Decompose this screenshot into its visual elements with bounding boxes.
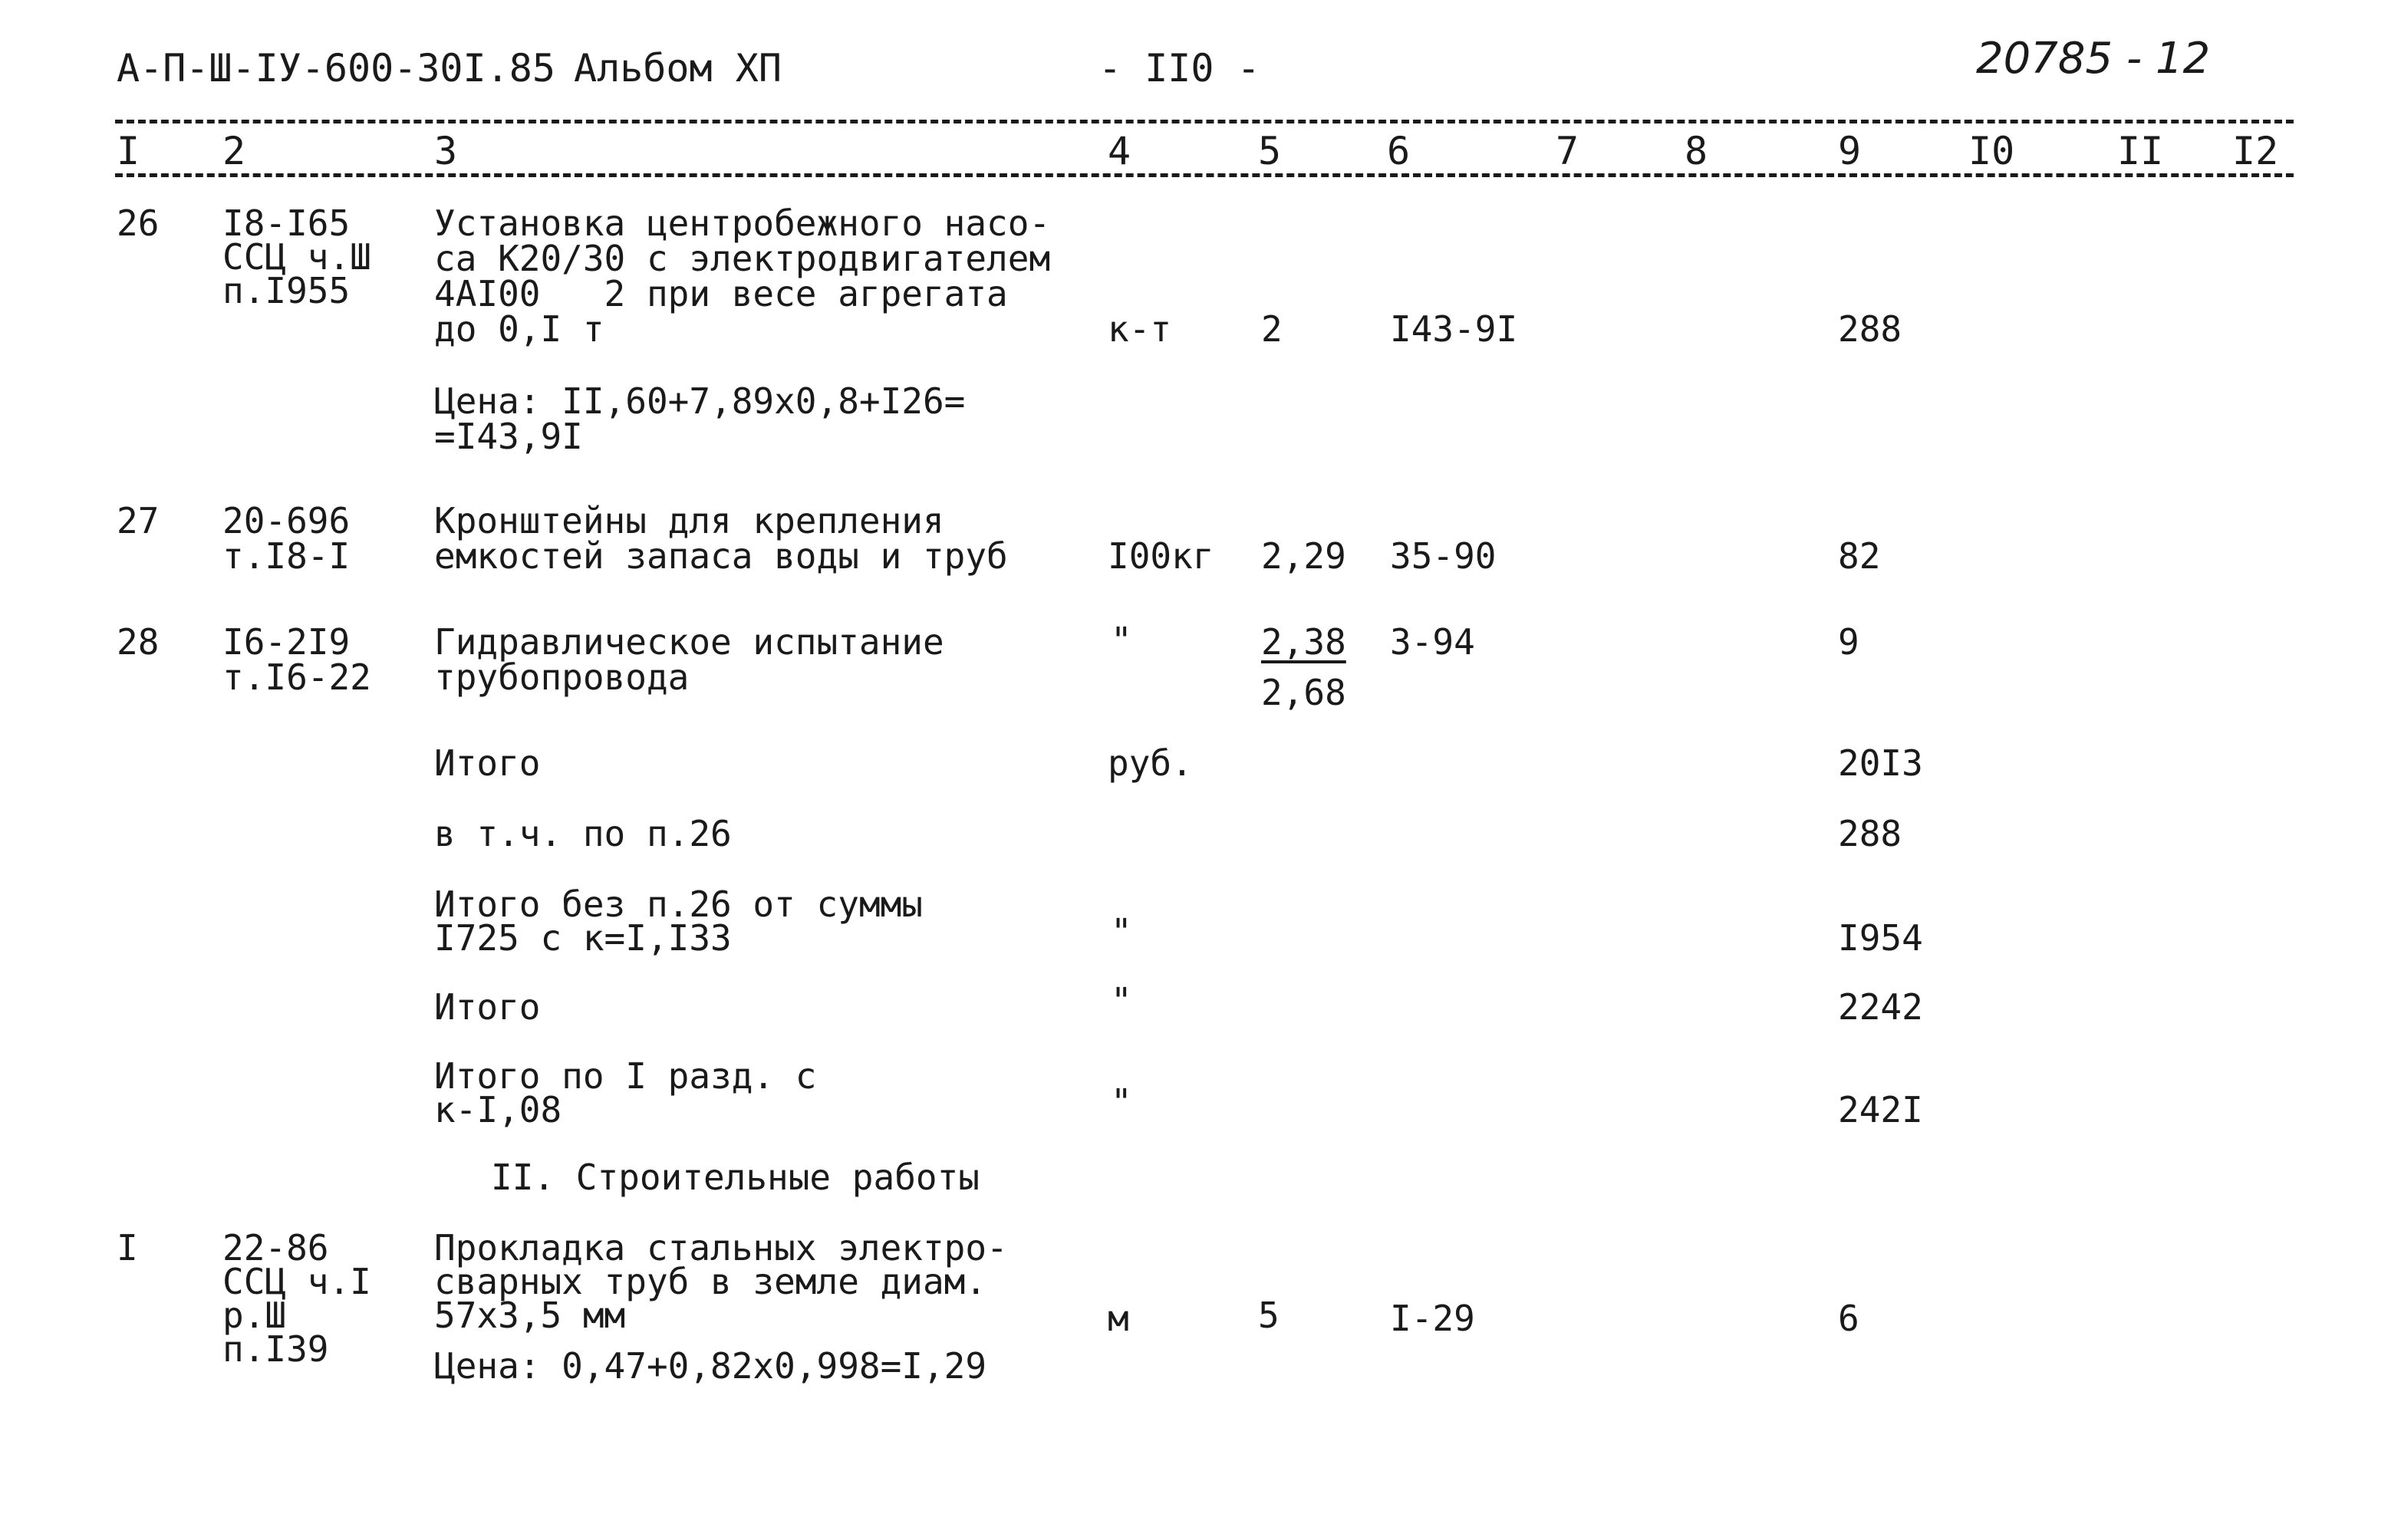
row-1-desc-line-2: сварных труб в земле диам. [434,1261,987,1302]
row-1-code-line-3: р.Ш [222,1295,287,1336]
summary-5-total: 242I [1838,1089,1923,1130]
summary-1-unit: руб. [1108,742,1193,784]
row-1-quantity: 5 [1258,1295,1280,1336]
row-27-unit: I00кг [1108,535,1214,577]
row-26-price-note-line-2: =I43,9I [434,416,583,457]
summary-3-total: I954 [1838,917,1923,959]
doc-code: А-П-Ш-IУ-600-30I.85 [117,46,555,90]
summary-4-label: Итого [434,986,541,1028]
col-num-2: 2 [222,129,246,173]
col-num-3: 3 [434,129,458,173]
row-28-desc-line-1: Гидравлическое испытание [434,621,944,663]
summary-1-label: Итого [434,742,541,784]
row-1-desc-line-1: Прокладка стальных электро- [434,1227,1008,1269]
row-27-code-line-2: т.I8-I [222,535,351,577]
row-27-desc-line-1: Кронштейны для крепления [434,500,944,541]
page-number: - II0 - [1098,46,1260,90]
summary-3-label-line-2: I725 с к=I,I33 [434,917,732,959]
row-27-code-line-1: 20-696 [222,500,351,541]
row-1-code-line-1: 22-86 [222,1227,329,1269]
row-26-desc-line-2: са К20/30 с электродвигателем [434,238,1051,279]
row-26-number: 26 [117,202,160,244]
col-num-5: 5 [1258,129,1282,173]
row-27-quantity: 2,29 [1261,535,1346,577]
row-26-code-line-1: I8-I65 [222,202,351,244]
summary-5-label-line-2: к-I,08 [434,1089,562,1130]
summary-1-total: 20I3 [1838,742,1923,784]
row-26-price-note-line-1: Цена: II,60+7,89х0,8+I26= [434,380,966,422]
summary-2-total: 288 [1838,813,1902,854]
section-title: II. Строительные работы [491,1157,980,1198]
col-num-8: 8 [1685,129,1708,173]
summary-3-label-line-1: Итого без п.26 от суммы [434,884,923,925]
row-1-code-line-2: ССЦ ч.I [222,1261,371,1302]
row-26-code-line-3: п.I955 [222,270,351,311]
summary-4-total: 2242 [1838,986,1923,1028]
col-num-7: 7 [1556,129,1579,173]
row-26-desc-line-3: 4АI00 2 при весе агрегата [434,273,1008,314]
header-divider-bottom [115,173,2294,177]
summary-2-label: в т.ч. по п.26 [434,813,732,854]
row-27-number: 27 [117,500,160,541]
col-num-9: 9 [1838,129,1862,173]
row-1-desc-line-3: 57х3,5 мм [434,1295,626,1336]
row-28-total: 9 [1838,621,1859,663]
row-28-code-line-1: I6-2I9 [222,621,351,663]
header-divider-top [115,120,2294,123]
col-num-1: I [117,129,140,173]
col-num-10: I0 [1968,129,2015,173]
col-num-6: 6 [1387,129,1411,173]
summary-4-unit-ditto: " [1111,980,1132,1022]
row-28-number: 28 [117,621,160,663]
row-28-unit-price: 3-94 [1390,621,1475,663]
row-28-quantity-bottom: 2,68 [1261,672,1346,713]
row-27-unit-price: 35-90 [1390,535,1497,577]
col-num-12: I2 [2232,129,2279,173]
summary-5-label-line-1: Итого по I разд. с [434,1055,817,1097]
row-28-code-line-2: т.I6-22 [222,656,371,698]
row-26-quantity: 2 [1261,308,1283,350]
row-27-desc-line-2: емкостей запаса воды и труб [434,535,1008,577]
summary-5-unit-ditto: " [1111,1081,1132,1123]
col-num-11: II [2117,129,2164,173]
album-label: Альбом XП [574,46,782,90]
row-28-desc-line-2: трубопровода [434,656,690,698]
row-26-total: 288 [1838,308,1902,350]
row-1-unit-price: I-29 [1390,1298,1475,1339]
row-1-number: I [117,1227,138,1269]
row-27-total: 82 [1838,535,1881,577]
row-1-total: 6 [1838,1298,1859,1339]
row-26-code-line-2: ССЦ ч.Ш [222,236,371,278]
row-26-unit: к-т [1108,308,1172,350]
row-28-unit-ditto: " [1111,620,1132,661]
row-26-desc-line-4: до 0,I т [434,308,604,350]
col-num-4: 4 [1108,129,1131,173]
row-26-desc-line-1: Установка центробежного насо- [434,202,1051,244]
row-1-price-note: Цена: 0,47+0,82х0,998=I,29 [434,1345,987,1387]
handwritten-number: 20785 - 12 [1976,34,2211,84]
row-28-quantity-top: 2,38 [1261,621,1346,663]
row-1-unit: м [1108,1298,1129,1339]
summary-3-unit-ditto: " [1111,911,1132,953]
row-1-code-line-4: п.I39 [222,1328,329,1370]
row-26-unit-price: I43-9I [1390,308,1518,350]
